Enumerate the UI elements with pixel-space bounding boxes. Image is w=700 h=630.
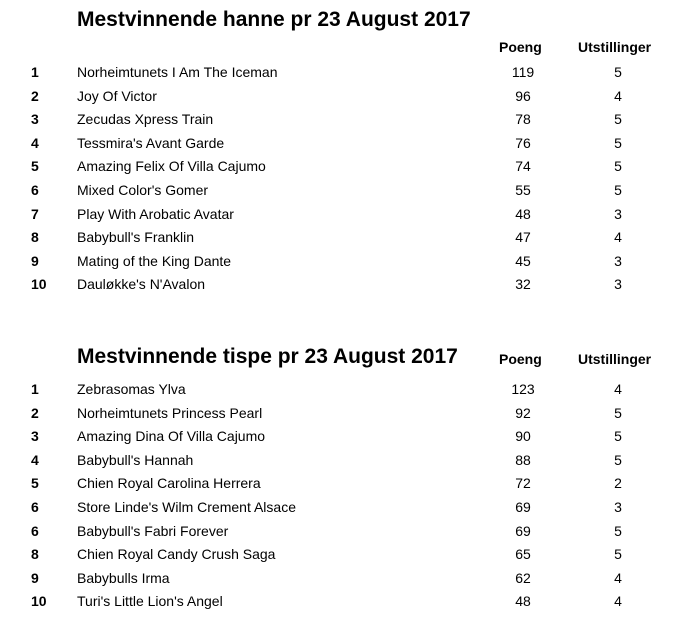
shows-cell: 3 (614, 276, 622, 293)
points-cell: 69 (515, 522, 531, 539)
points-cell: 69 (515, 498, 531, 515)
dog-name-cell: Amazing Felix Of Villa Cajumo (77, 158, 266, 175)
shows-cell: 5 (614, 546, 622, 563)
dog-name-cell: Babybulls Irma (77, 569, 170, 586)
dog-name-cell: Joy Of Victor (77, 87, 157, 104)
table-row (0, 449, 700, 473)
dog-name-cell: Turi's Little Lion's Angel (77, 593, 223, 610)
rank-cell: 6 (31, 522, 39, 539)
dog-name-cell: Zebrasomas Ylva (77, 381, 186, 397)
rank-cell: 9 (31, 569, 39, 586)
table-row (0, 402, 700, 426)
rank-cell: 6 (31, 498, 39, 515)
rank-cell: 4 (31, 451, 39, 468)
rank-cell: 8 (31, 546, 39, 563)
points-cell: 55 (515, 181, 531, 198)
points-cell: 90 (515, 428, 531, 445)
points-cell: 72 (515, 475, 531, 492)
points-cell: 62 (515, 569, 531, 586)
points-cell: 48 (515, 593, 531, 610)
points-cell: 65 (515, 546, 531, 563)
female-ranking-title: Mestvinnende tispe pr 23 August 2017 (77, 345, 458, 368)
table-row (0, 250, 700, 274)
points-cell: 119 (511, 64, 535, 80)
points-cell: 96 (515, 87, 531, 104)
points-cell: 92 (515, 404, 531, 421)
points-cell: 78 (515, 111, 531, 128)
points-column-header: Poeng (499, 39, 542, 55)
shows-cell: 4 (614, 381, 622, 397)
table-row (0, 61, 700, 85)
shows-cell: 5 (614, 158, 622, 175)
table-row (0, 472, 700, 496)
shows-cell: 4 (614, 229, 622, 246)
dog-name-cell: Chien Royal Candy Crush Saga (77, 546, 276, 563)
dog-name-cell: Babybull's Hannah (77, 451, 194, 468)
dog-name-cell: Norheimtunets Princess Pearl (77, 404, 263, 421)
points-cell: 74 (515, 158, 531, 175)
points-cell: 76 (515, 134, 531, 151)
points-cell: 47 (515, 229, 531, 246)
shows-cell: 4 (614, 87, 622, 104)
female-ranking-rows (0, 378, 700, 614)
table-row (0, 496, 700, 520)
rank-cell: 4 (31, 134, 39, 151)
table-row (0, 590, 700, 614)
table-row (0, 543, 700, 567)
male-ranking-rows (0, 61, 700, 297)
rank-cell: 8 (31, 229, 39, 246)
rank-cell: 10 (31, 593, 47, 610)
shows-cell: 3 (614, 205, 622, 222)
table-row (0, 273, 700, 297)
shows-cell: 5 (614, 404, 622, 421)
dog-name-cell: Chien Royal Carolina Herrera (77, 475, 261, 492)
rank-cell: 3 (31, 428, 39, 445)
table-row (0, 567, 700, 591)
dog-name-cell: Amazing Dina Of Villa Cajumo (77, 428, 266, 445)
shows-cell: 4 (614, 593, 622, 610)
shows-cell: 5 (614, 64, 622, 80)
table-row (0, 132, 700, 156)
shows-cell: 5 (614, 111, 622, 128)
table-row (0, 520, 700, 544)
table-row (0, 203, 700, 227)
points-cell: 45 (515, 252, 531, 269)
shows-cell: 3 (614, 252, 622, 269)
rank-cell: 9 (31, 252, 39, 269)
points-cell: 123 (511, 381, 535, 397)
rank-cell: 3 (31, 111, 39, 128)
table-row (0, 425, 700, 449)
shows-cell: 5 (614, 522, 622, 539)
shows-cell: 5 (614, 181, 622, 198)
rank-cell: 7 (31, 205, 39, 222)
table-row (0, 85, 700, 109)
shows-column-header: Utstillinger (578, 351, 652, 367)
rank-cell: 1 (31, 381, 39, 397)
points-column-header: Poeng (499, 351, 542, 367)
dog-name-cell: Norheimtunets I Am The Iceman (77, 64, 278, 80)
dog-name-cell: Dauløkke's N'Avalon (77, 276, 206, 293)
table-row (0, 226, 700, 250)
dog-name-cell: Mixed Color's Gomer (77, 181, 209, 198)
rank-cell: 10 (31, 276, 47, 293)
dog-name-cell: Mating of the King Dante (77, 252, 232, 269)
rank-cell: 2 (31, 87, 39, 104)
dog-name-cell: Play With Arobatic Avatar (77, 205, 234, 222)
shows-cell: 4 (614, 569, 622, 586)
points-cell: 32 (515, 276, 531, 293)
shows-cell: 3 (614, 498, 622, 515)
dog-name-cell: Zecudas Xpress Train (77, 111, 214, 128)
rank-cell: 5 (31, 158, 39, 175)
table-row (0, 378, 700, 402)
shows-column-header: Utstillinger (578, 39, 652, 55)
rank-cell: 6 (31, 181, 39, 198)
male-ranking-title: Mestvinnende hanne pr 23 August 2017 (77, 8, 471, 31)
shows-cell: 5 (614, 134, 622, 151)
shows-cell: 5 (614, 428, 622, 445)
dog-name-cell: Store Linde's Wilm Crement Alsace (77, 498, 296, 515)
shows-cell: 5 (614, 451, 622, 468)
rank-cell: 2 (31, 404, 39, 421)
table-row (0, 155, 700, 179)
dog-name-cell: Babybull's Franklin (77, 229, 195, 246)
dog-name-cell: Tessmira's Avant Garde (77, 134, 225, 151)
table-row (0, 108, 700, 132)
rank-cell: 1 (31, 64, 39, 80)
rank-cell: 5 (31, 475, 39, 492)
table-row (0, 179, 700, 203)
dog-name-cell: Babybull's Fabri Forever (77, 522, 229, 539)
points-cell: 48 (515, 205, 531, 222)
points-cell: 88 (515, 451, 531, 468)
shows-cell: 2 (614, 475, 622, 492)
